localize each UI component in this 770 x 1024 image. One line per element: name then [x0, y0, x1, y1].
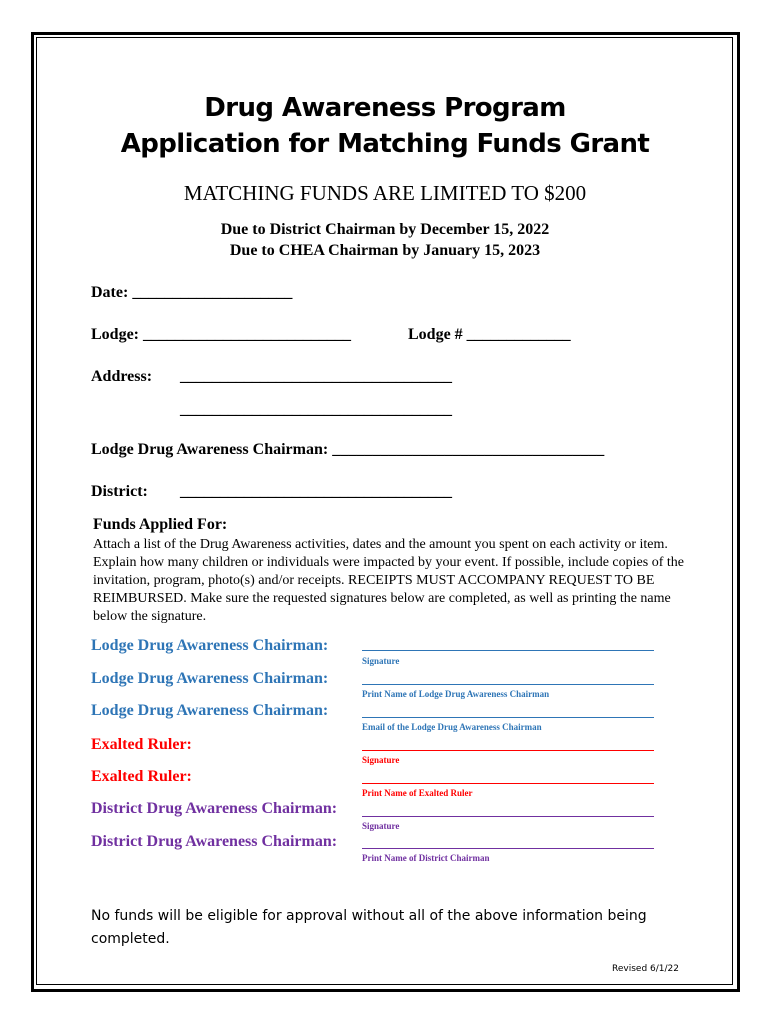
sig-label-exalted-ruler-print: Exalted Ruler:: [91, 768, 192, 785]
due-chea: Due to CHEA Chairman by January 15, 2023: [229, 242, 541, 259]
sig-label-lodge-chairman-signature: Lodge Drug Awareness Chairman:: [91, 637, 329, 654]
sig-caption-exalted-ruler-signature: Signature: [362, 755, 400, 765]
district-line[interactable]: __________________________________: [180, 483, 452, 500]
sig-label-lodge-chairman-print: Lodge Drug Awareness Chairman:: [91, 670, 329, 687]
sig-caption-lodge-chairman-print: Print Name of Lodge Drug Awareness Chairman: [362, 689, 550, 699]
sig-label-lodge-chairman-email: Lodge Drug Awareness Chairman:: [91, 702, 329, 719]
sig-label-exalted-ruler-signature: Exalted Ruler:: [91, 736, 192, 753]
sig-caption-district-chairman-print: Print Name of District Chairman: [362, 853, 490, 863]
sig-caption-district-chairman-signature: Signature: [362, 821, 400, 831]
sig-line-district-chairman-signature[interactable]: [362, 816, 654, 817]
sig-line-lodge-chairman-signature[interactable]: [362, 650, 654, 651]
title-line-2: Application for Matching Funds Grant: [120, 129, 650, 159]
sig-line-lodge-chairman-email[interactable]: [362, 717, 654, 718]
funds-instructions: Attach a list of the Drug Awareness activities, dates and the amount you spent on each activity or item. Explain how many children or individuals were impacted by your event. If possible, include copies of the invitation, program, photo(s) and/or receipts. RECEIPTS MUST ACCOMPANY REQUEST TO BE REIMBURSED. Make sure the requested signatures below are completed, as well as printing the name below the signature.: [93, 537, 684, 624]
address-line-2[interactable]: __________________________________: [180, 401, 452, 418]
sig-line-district-chairman-print[interactable]: [362, 848, 654, 849]
lodge-field[interactable]: Lodge: __________________________: [91, 326, 351, 343]
sig-label-district-chairman-print: District Drug Awareness Chairman:: [91, 833, 338, 850]
funds-heading: Funds Applied For:: [93, 516, 228, 533]
limit-notice: MATCHING FUNDS ARE LIMITED TO $200: [183, 181, 587, 205]
lodge-number-field[interactable]: Lodge # _____________: [408, 326, 571, 343]
chairman-field[interactable]: Lodge Drug Awareness Chairman: __________________________________: [91, 441, 605, 458]
address-line-1[interactable]: __________________________________: [180, 368, 452, 385]
date-field[interactable]: Date: ____________________: [91, 284, 293, 301]
sig-label-district-chairman-signature: District Drug Awareness Chairman:: [91, 800, 338, 817]
sig-caption-lodge-chairman-email: Email of the Lodge Drug Awareness Chairman: [362, 722, 542, 732]
footer-note: No funds will be eligible for approval without all of the above information being completed.: [91, 908, 647, 947]
sig-line-exalted-ruler-signature[interactable]: [362, 750, 654, 751]
revised-date: Revised 6/1/22: [612, 964, 679, 974]
sig-line-exalted-ruler-print[interactable]: [362, 783, 654, 784]
title-line-1: Drug Awareness Program: [204, 93, 566, 123]
sig-caption-exalted-ruler-print: Print Name of Exalted Ruler: [362, 788, 473, 798]
district-label: District:: [91, 483, 148, 500]
sig-caption-lodge-chairman-signature: Signature: [362, 656, 400, 666]
due-district: Due to District Chairman by December 15, 2022: [220, 221, 550, 238]
sig-line-lodge-chairman-print[interactable]: [362, 684, 654, 685]
address-label: Address:: [91, 368, 153, 385]
